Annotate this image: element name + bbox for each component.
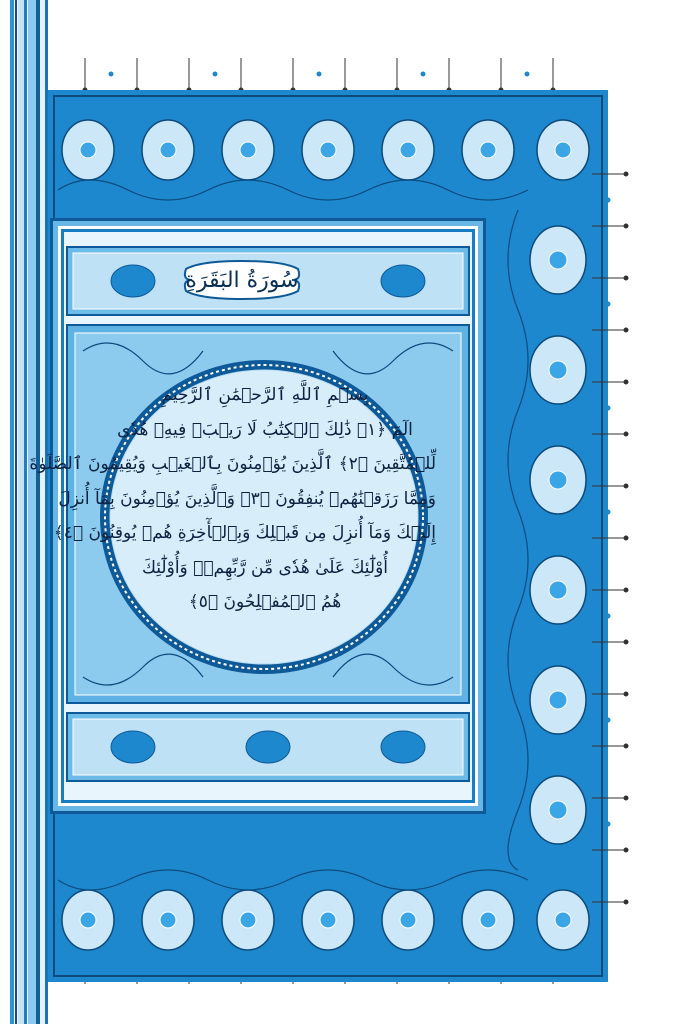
basmala-line: بِسۡمِ ٱللَّهِ ٱلرَّحۡمَٰنِ ٱلرَّحِيمِ <box>161 385 369 405</box>
verse-line: هُمُ ٱلۡمُفۡلِحُونَ ﴿٥﴾ <box>188 592 342 612</box>
spine-border-stripe <box>15 0 17 1024</box>
verse-text-block <box>29 378 436 620</box>
top-ornament-ticks <box>60 54 600 94</box>
surah-title-cartouche <box>180 259 304 301</box>
surah-title: سُورَةُ البَقَرَةِ <box>185 267 299 293</box>
verse-line: أُوْلَٰٓئِكَ عَلَىٰ هُدٗى مِّن رَّبِّهِمۡۖ وَأُوْلَٰٓئِكَ <box>141 557 389 578</box>
verse-line: لِّلۡمُتَّقِينَ ﴿٢﴾ ٱلَّذِينَ يُؤۡمِنُونَ بِٱلۡغَيۡبِ وَيُقِيمُونَ ٱلصَّلَوٰةَ <box>29 454 436 474</box>
spine-border-stripe <box>10 0 14 1024</box>
verse-line: وَمِمَّا رَزَقۡنَٰهُمۡ يُنفِقُونَ ﴿٣﴾ وَٱلَّذِينَ يُؤۡمِنُونَ بِمَآ أُنزِلَ <box>58 488 436 509</box>
spine-border-stripe <box>24 0 27 1024</box>
verse-line: الٓمٓ ﴿١﴾ ذَٰلِكَ ٱلۡكِتَٰبُ لَا رَيۡبَۛ فِيهِۛ هُدٗى <box>117 419 413 440</box>
spine-border-stripe <box>28 0 36 1024</box>
verse-line: إِلَيۡكَ وَمَآ أُنزِلَ مِن قَبۡلِكَ وَبِٱلۡأٓخِرَةِ هُمۡ يُوقِنُونَ ﴿٤﴾ <box>53 523 436 543</box>
side-ornament-ticks <box>590 150 630 950</box>
